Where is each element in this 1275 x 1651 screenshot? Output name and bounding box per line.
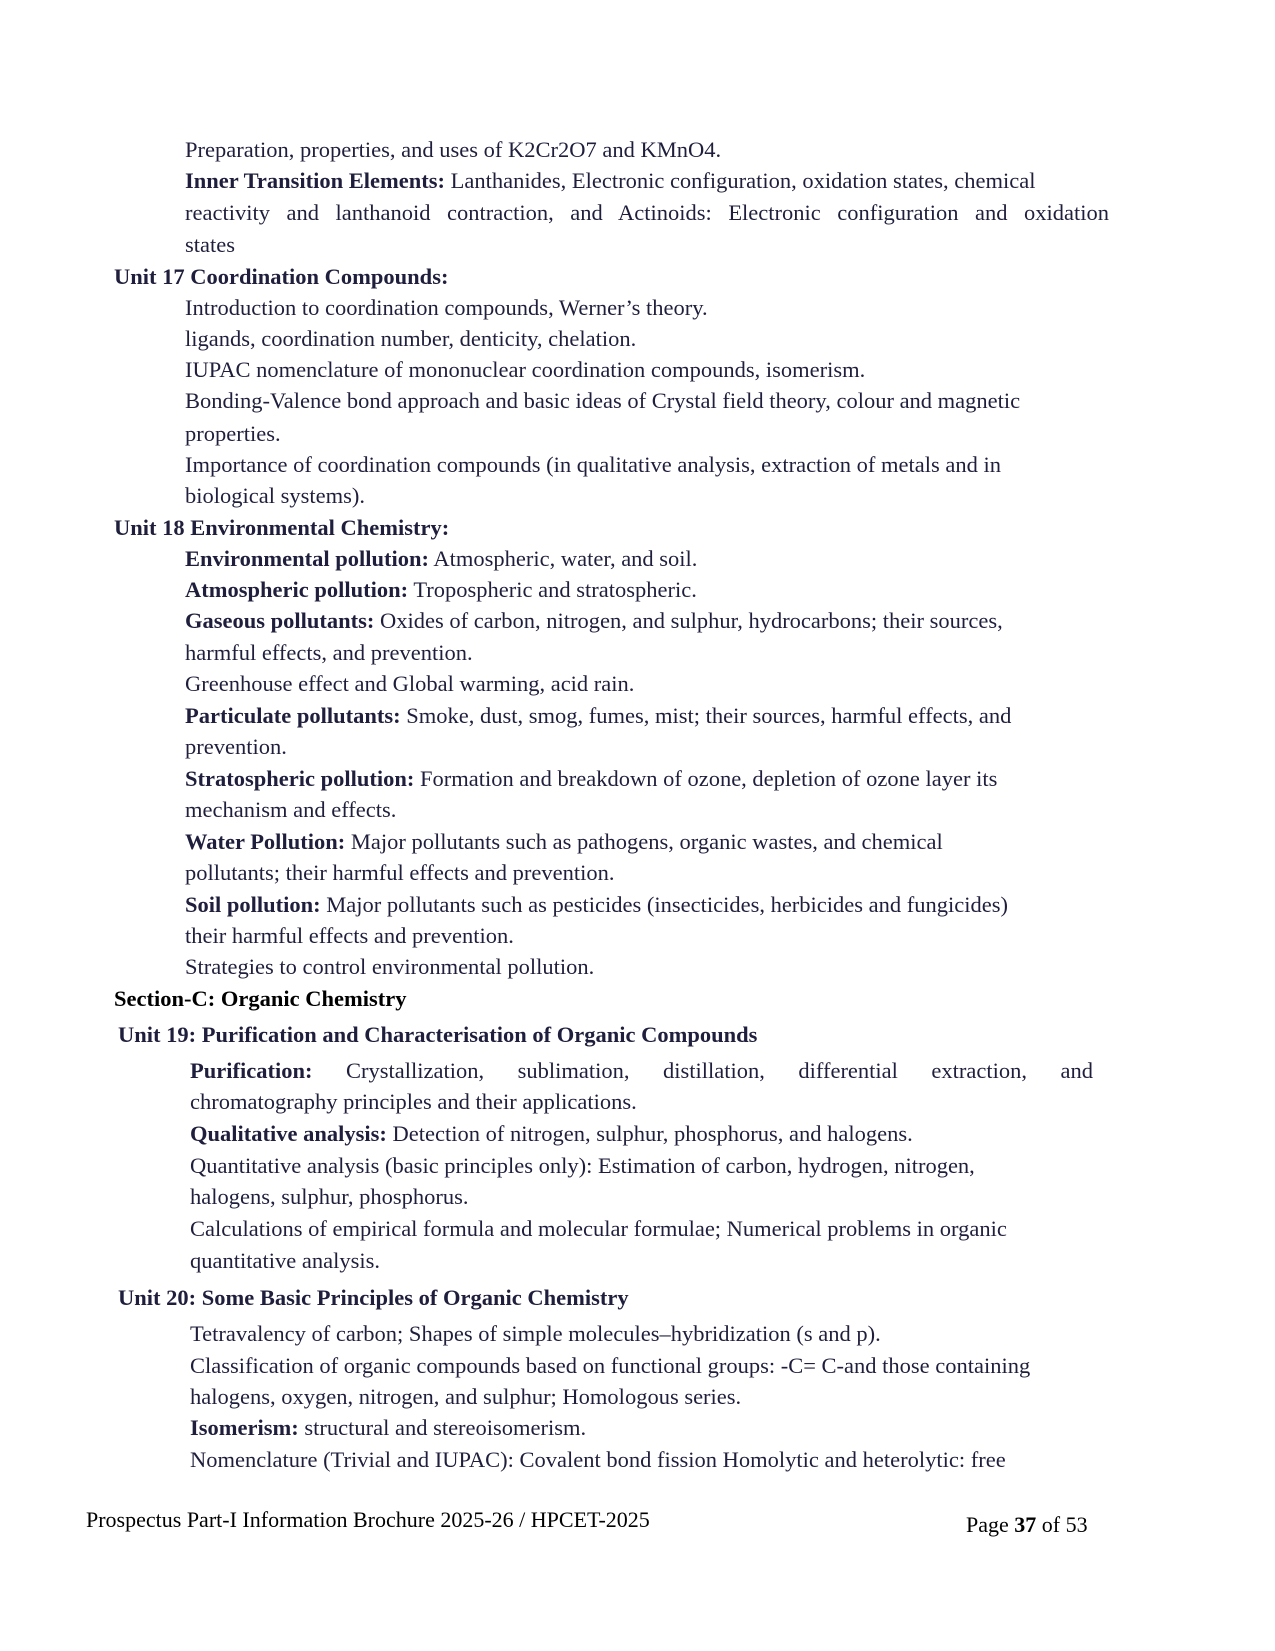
text-line: Nomenclature (Trivial and IUPAC): Covalent bond fission Homolytic and heterolytic: free xyxy=(190,1447,1006,1472)
text-line: Isomerism: structural and stereoisomerism. xyxy=(190,1415,587,1440)
text-line: Greenhouse effect and Global warming, acid rain. xyxy=(185,671,635,696)
text-line: Calculations of empirical formula and molecular formulae; Numerical problems in organic xyxy=(190,1216,1007,1241)
text-line: mechanism and effects. xyxy=(185,797,397,822)
text-line: Classification of organic compounds based on functional groups: -C= C-and those containing xyxy=(190,1353,1031,1378)
inline-label: Stratospheric pollution: xyxy=(185,766,415,791)
text-line: properties. xyxy=(185,421,281,446)
text-line: Bonding-Valence bond approach and basic ideas of Crystal field theory, colour and magnetic xyxy=(185,388,1021,413)
inline-label: Environmental pollution: xyxy=(185,546,430,571)
section-c-heading: Section-C: Organic Chemistry xyxy=(114,986,407,1011)
inline-label: Atmospheric pollution: xyxy=(185,577,409,602)
text-line: harmful effects, and prevention. xyxy=(185,640,473,665)
unit-18-heading: Unit 18 Environmental Chemistry: xyxy=(114,515,450,540)
text-line: Gaseous pollutants: Oxides of carbon, nitrogen, and sulphur, hydrocarbons; their sources, xyxy=(185,608,1003,633)
text-line: Strategies to control environmental pollution. xyxy=(185,954,595,979)
unit-17-heading: Unit 17 Coordination Compounds: xyxy=(114,264,449,289)
text-line: Particulate pollutants: Smoke, dust, smog, fumes, mist; their sources, harmful effects, and xyxy=(185,703,1012,728)
text-line: biological systems). xyxy=(185,483,365,508)
text-line: quantitative analysis. xyxy=(190,1248,380,1273)
text-line: Water Pollution: Major pollutants such as pathogens, organic wastes, and chemical xyxy=(185,829,943,854)
inline-label: Purification: xyxy=(190,1058,313,1083)
page-number: Page 37 of 53 xyxy=(966,1512,1088,1537)
text-line: IUPAC nomenclature of mononuclear coordination compounds, isomerism. xyxy=(185,357,866,382)
inline-label: Soil pollution: xyxy=(185,892,321,917)
text-line: Tetravalency of carbon; Shapes of simple molecules–hybridization (s and p). xyxy=(190,1321,881,1346)
text-line: halogens, oxygen, nitrogen, and sulphur; Homologous series. xyxy=(190,1384,742,1409)
text-line: Atmospheric pollution: Tropospheric and stratospheric. xyxy=(185,577,697,602)
text-line: Preparation, properties, and uses of K2Cr2O7 and KMnO4. xyxy=(185,137,722,162)
footer-title: Prospectus Part-I Information Brochure 2025-26 / HPCET-2025 xyxy=(86,1507,650,1532)
text-line: Quantitative analysis (basic principles only): Estimation of carbon, hydrogen, nitrogen, xyxy=(190,1153,975,1178)
text-line: Purification: Crystallization, sublimation, distillation, differential extraction, and xyxy=(190,1058,1093,1083)
text-line: Introduction to coordination compounds, Werner’s theory. xyxy=(185,295,708,320)
inline-label: Particulate pollutants: xyxy=(185,703,401,728)
text-line: pollutants; their harmful effects and prevention. xyxy=(185,860,615,885)
text-line: Environmental pollution: Atmospheric, water, and soil. xyxy=(185,546,698,571)
text-line: Soil pollution: Major pollutants such as pesticides (insecticides, herbicides and fungicides) xyxy=(185,892,1008,917)
text-line: ligands, coordination number, denticity, chelation. xyxy=(185,326,637,351)
text-line: halogens, sulphur, phosphorus. xyxy=(190,1184,469,1209)
inline-label: Gaseous pollutants: xyxy=(185,608,375,633)
text-line: chromatography principles and their applications. xyxy=(190,1089,637,1114)
inline-label: Isomerism: xyxy=(190,1415,299,1440)
text-line: Stratospheric pollution: Formation and breakdown of ozone, depletion of ozone layer its xyxy=(185,766,998,791)
unit-19-heading: Unit 19: Purification and Characterisation of Organic Compounds xyxy=(118,1022,758,1047)
text-line: reactivity and lanthanoid contraction, and Actinoids: Electronic configuration and oxidation xyxy=(185,200,1109,225)
text-line: prevention. xyxy=(185,734,287,759)
inline-label: Inner Transition Elements: xyxy=(185,168,446,193)
inline-label: Qualitative analysis: xyxy=(190,1121,387,1146)
inline-label: Water Pollution: xyxy=(185,829,346,854)
text-line: Qualitative analysis: Detection of nitrogen, sulphur, phosphorus, and halogens. xyxy=(190,1121,913,1146)
text-line: states xyxy=(185,232,235,257)
text-line: their harmful effects and prevention. xyxy=(185,923,514,948)
text-line: Inner Transition Elements: Lanthanides, Electronic configuration, oxidation states, chemical xyxy=(185,168,1036,193)
text-line: Importance of coordination compounds (in qualitative analysis, extraction of metals and in xyxy=(185,452,1002,477)
unit-20-heading: Unit 20: Some Basic Principles of Organic Chemistry xyxy=(118,1285,629,1310)
